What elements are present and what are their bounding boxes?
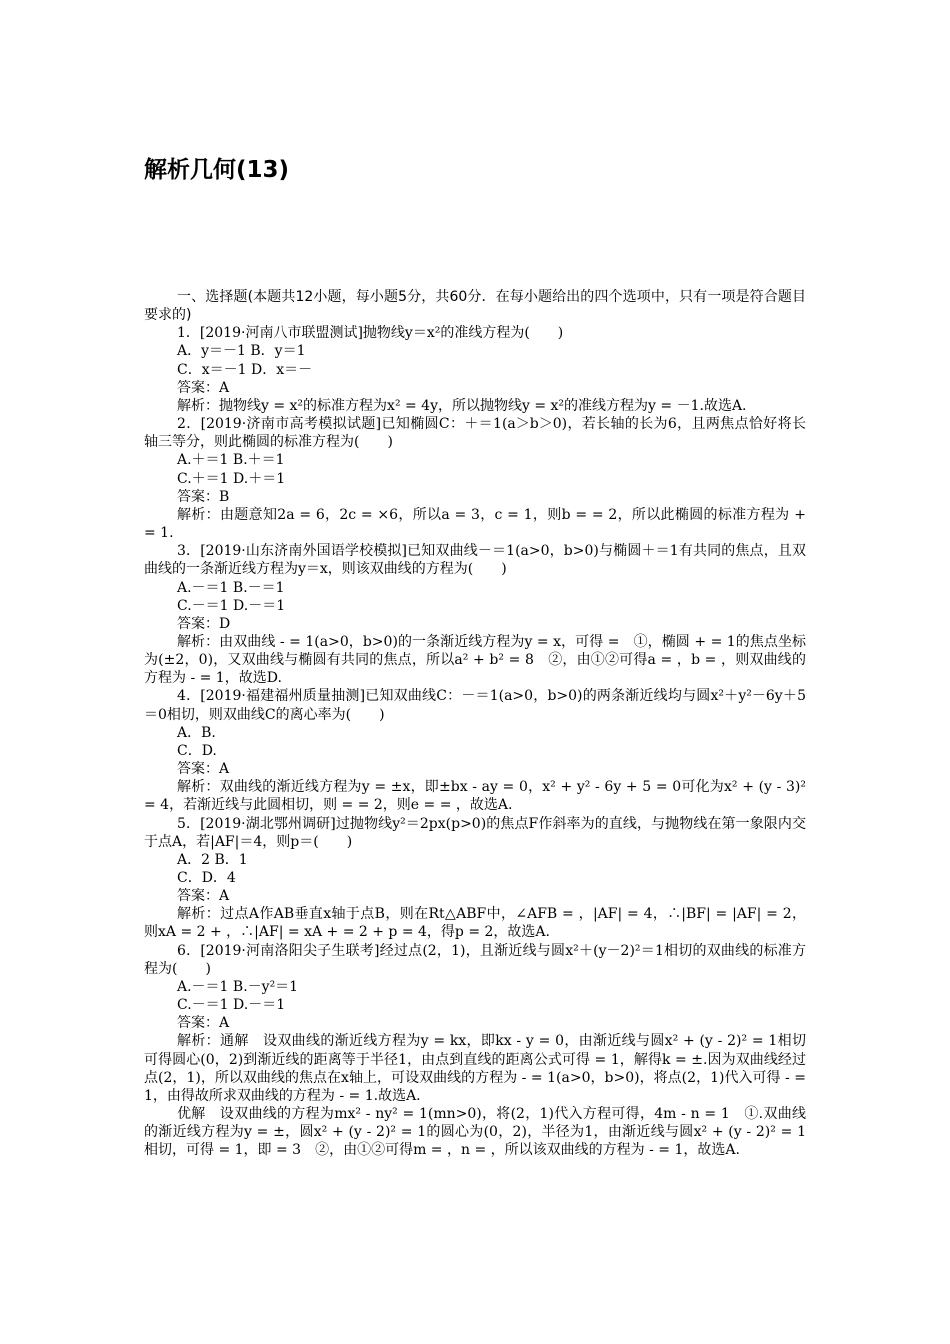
text-line: A．y＝－1 B．y＝1 <box>177 343 306 360</box>
text-line: C．x＝－1 D．x＝－ <box>177 361 313 378</box>
text-line: A.＋＝1 B.＋＝1 <box>177 452 285 469</box>
text-line: A．B. <box>177 724 216 741</box>
text-line: 答案：B <box>177 488 230 505</box>
document-page <box>144 150 806 1160</box>
text-line: C.＋＝1 D.＋＝1 <box>177 470 286 487</box>
text-line: 解析：双曲线的渐近线方程为y = ±x，即±bx - ay = 0，x² + y² - 6y + 5 = 0可化为x² + (y - 3)² = 4，若渐近线与此圆相切，则 = = 2，则e = = ，故选A. <box>144 779 806 814</box>
text-line: 答案：A <box>177 1015 230 1032</box>
text-line: C．D. <box>177 742 217 759</box>
text-line: 解析：通解 设双曲线的渐近线方程为y = kx，即kx - y = 0，由渐近线与圆x² + (y - 2)² = 1相切可得圆心(0，2)到渐近线的距离等于半径1，由点到直线的距离公式可得 = 1，解得k = ±.因为双曲线经过点(2，1)，所以双曲线的焦点在x轴上，可设双曲线的方程为 - = 1(a>0，b>0)，将点(2，1)代入可得 - = 1，由得故所求双曲线的方程为 - = 1.故选A. <box>144 1033 806 1104</box>
text-line: 答案：A <box>177 761 230 778</box>
text-line: 答案：D <box>177 615 231 632</box>
text-line: C.－＝1 D.－＝1 <box>177 997 286 1014</box>
text-line: C．D．4 <box>177 870 236 886</box>
page-title: 解析几何(13) <box>144 157 290 183</box>
text-line: 6．[2019·河南洛阳尖子生联考]经过点(2，1)，且渐近线与圆x²＋(y－2)²＝1相切的双曲线的标准方程为( ) <box>144 942 806 977</box>
text-line: C.－＝1 D.－＝1 <box>177 597 286 614</box>
text-line: A．2 B．1 <box>177 851 248 868</box>
document-body <box>144 288 806 1160</box>
text-line: A.－＝1 B.－y²＝1 <box>177 978 299 995</box>
text-line: 答案：A <box>177 888 230 905</box>
text-line: 4．[2019·福建福州质量抽测]已知双曲线C：－＝1(a>0，b>0)的两条渐近线均与圆x²＋y²－6y＋5＝0相切，则双曲线C的离心率为( ) <box>144 688 806 723</box>
text-line: 2．[2019·济南市高考模拟试题]已知椭圆C：＋＝1(a＞b＞0)，若长轴的长为6，且两焦点恰好将长轴三等分，则此椭圆的标准方程为( ) <box>144 416 806 451</box>
text-line: 一、选择题(本题共12小题，每小题5分，共60分．在每小题给出的四个选项中，只有一项是符合题目要求的) <box>144 289 806 324</box>
text-line: 答案：A <box>177 379 230 396</box>
text-line: A.－＝1 B.－＝1 <box>177 579 285 596</box>
text-line: 优解 设双曲线的方程为mx² - ny² = 1(mn>0)，将(2，1)代入方程可得，4m - n = 1 ①.双曲线的渐近线方程为y = ±，圆x² + (y - 2)² = 1的圆心为(0，2)，半径为1，由渐近线与圆x² + (y - 2)² = 1相切，可得 = 1，即 = 3 ②，由①②可得m = ，n = ，所以该双曲线的方程为 - = 1，故选A. <box>144 1106 806 1159</box>
text-line: 解析：由题意知2a = 6，2c = ×6，所以a = 3，c = 1，则b = = 2，所以此椭圆的标准方程为 + = 1. <box>144 506 806 542</box>
text-line: 3．[2019·山东济南外国语学校模拟]已知双曲线－＝1(a>0，b>0)与椭圆＋＝1有共同的焦点，且双曲线的一条渐近线方程为y＝x，则该双曲线的方程为( ) <box>144 543 806 578</box>
text-line: 解析：由双曲线 - = 1(a>0，b>0)的一条渐近线方程为y = x，可得 = ①，椭圆 + = 1的焦点坐标为(±2，0)，又双曲线与椭圆有共同的焦点，所以a² + b² = 8 ②，由①②可得a = ，b = ，则双曲线的方程为 - = 1，故选D. <box>144 633 806 687</box>
text-line: 解析：过点A作AB垂直x轴于点B，则在Rt△ABF中，∠AFB = ，|AF| = 4，∴|BF| = |AF| = 2，则xA = 2 + ，∴|AF| = xA + = 2 + p = 4，得p = 2，故选A. <box>144 906 806 941</box>
text-line: 1．[2019·河南八市联盟测试]抛物线y＝x²的准线方程为( ) <box>177 325 564 342</box>
text-line: 5．[2019·湖北鄂州调研]过抛物线y²＝2px(p>0)的焦点F作斜率为的直线，与抛物线在第一象限内交于点A，若|AF|＝4，则p＝( ) <box>144 815 806 850</box>
text-line: 解析：抛物线y = x²的标准方程为x² = 4y，所以抛物线y = x²的准线方程为y = －1.故选A. <box>177 397 747 414</box>
